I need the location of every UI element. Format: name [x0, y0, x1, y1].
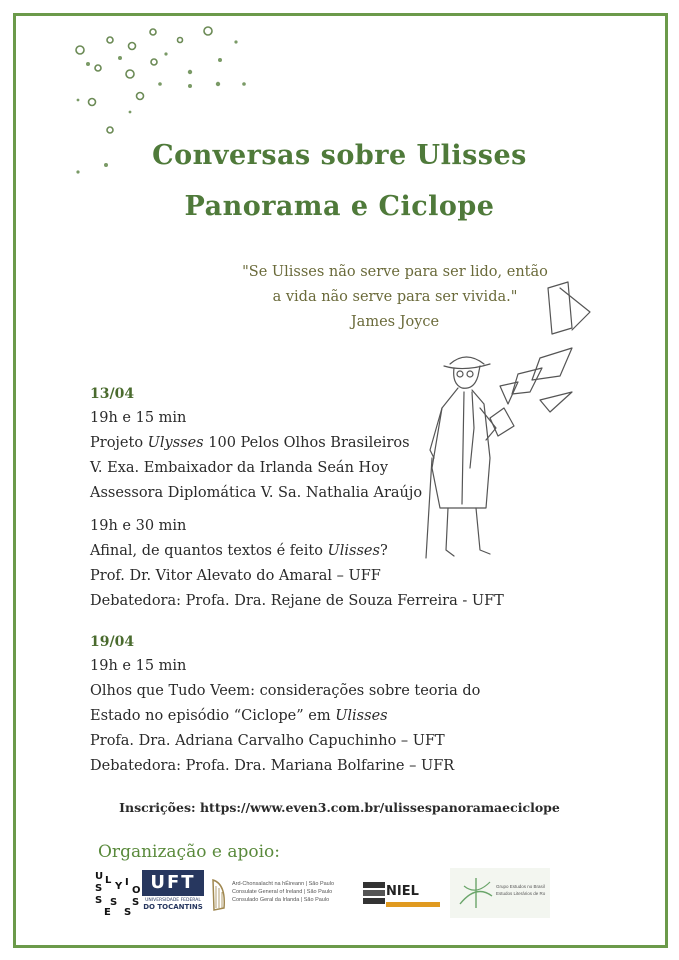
quote-line-1: "Se Ulisses não serve para ser lido, então	[242, 264, 548, 280]
date-day-2: 19/04	[90, 634, 135, 650]
niel-logo-bar	[386, 902, 440, 907]
consulate-line-3: Consulado Geral da Irlanda | São Paulo	[232, 897, 330, 903]
uft-mark: UFT	[142, 870, 204, 896]
day1-s2-speaker: Prof. Dr. Vitor Alevato do Amaral – UFF	[90, 568, 381, 584]
research-group-logo	[450, 868, 550, 918]
sponsor-logos	[92, 866, 562, 921]
day1-s1-speaker-1: V. Exa. Embaixador da Irlanda Seán Hoy	[90, 460, 389, 476]
day1-s2-debater: Debatedora: Profa. Dra. Rejane de Souza Ferreira - UFT	[90, 593, 504, 609]
title-line-1: Conversas sobre Ulisses	[152, 140, 527, 171]
quote-author: James Joyce	[350, 314, 440, 330]
uft-logo	[142, 870, 204, 918]
day1-s2-title: Afinal, de quantos textos é feito Ulisses?	[90, 543, 388, 559]
date-day-1: 13/04	[90, 386, 135, 402]
quote-line-2: a vida não serve para ser vivida."	[272, 289, 518, 305]
ulysses-letter: I	[125, 877, 129, 888]
consulate-logo	[232, 880, 352, 904]
research-group-emblem	[456, 874, 496, 912]
day2-s1-title-2: Estado no episódio “Ciclope” em Ulisses	[90, 708, 388, 724]
ulysses-letter: S	[124, 907, 132, 918]
ulysses-letter: Y	[115, 881, 123, 892]
day1-s2-time: 19h e 30 min	[90, 518, 187, 534]
day2-s1-speaker: Profa. Dra. Adriana Carvalho Capuchinho – UFT	[90, 733, 445, 749]
day2-s1-time: 19h e 15 min	[90, 658, 187, 674]
ulysses-letter: S	[95, 895, 103, 906]
harp-icon	[210, 878, 228, 912]
niel-logo-text: NIEL	[386, 884, 419, 899]
uft-name-line-2: DO TOCANTINS	[143, 903, 203, 911]
day1-s1-title: Projeto Ulysses 100 Pelos Olhos Brasileiros	[90, 435, 410, 451]
day1-s1-time: 19h e 15 min	[90, 410, 187, 426]
ulysses-letter: E	[104, 907, 111, 918]
day1-s1-speaker-2: Assessora Diplomática V. Sa. Nathalia Araújo	[90, 485, 423, 501]
research-group-line-2: Estudos Literários de Ro	[496, 891, 546, 896]
research-group-line-1: Grupo Estudos no Brasil	[496, 884, 545, 889]
day2-s1-debater: Debatedora: Profa. Dra. Mariana Bolfarine – UFR	[90, 758, 455, 774]
ulysses-letter: U	[95, 871, 104, 882]
niel-books-icon	[362, 880, 386, 910]
ulysses-letter: S	[132, 897, 140, 908]
ulysses-logo	[92, 872, 142, 918]
ulysses-letter: O	[132, 885, 141, 896]
title-line-2: Panorama e Ciclope	[184, 191, 495, 222]
uft-name-line-1: UNIVERSIDADE FEDERAL	[145, 898, 201, 903]
day2-s1-title-1: Olhos que Tudo Veem: considerações sobre teoria do	[90, 683, 481, 699]
ulysses-letter: S	[95, 883, 103, 894]
ulysses-letter: S	[110, 897, 118, 908]
organization-label: Organização e apoio:	[98, 842, 280, 862]
ulysses-letter: L	[105, 875, 112, 886]
consulate-line-2: Consulate General of Ireland | São Paulo	[232, 889, 333, 895]
consulate-line-1: Ard-Chonsalacht na hÉireann | São Paulo	[232, 881, 335, 887]
joyce-sketch-illustration	[400, 268, 600, 568]
registration-link[interactable]: Inscrições: https://www.even3.com.br/ulissespanoramaeciclope	[119, 800, 560, 815]
